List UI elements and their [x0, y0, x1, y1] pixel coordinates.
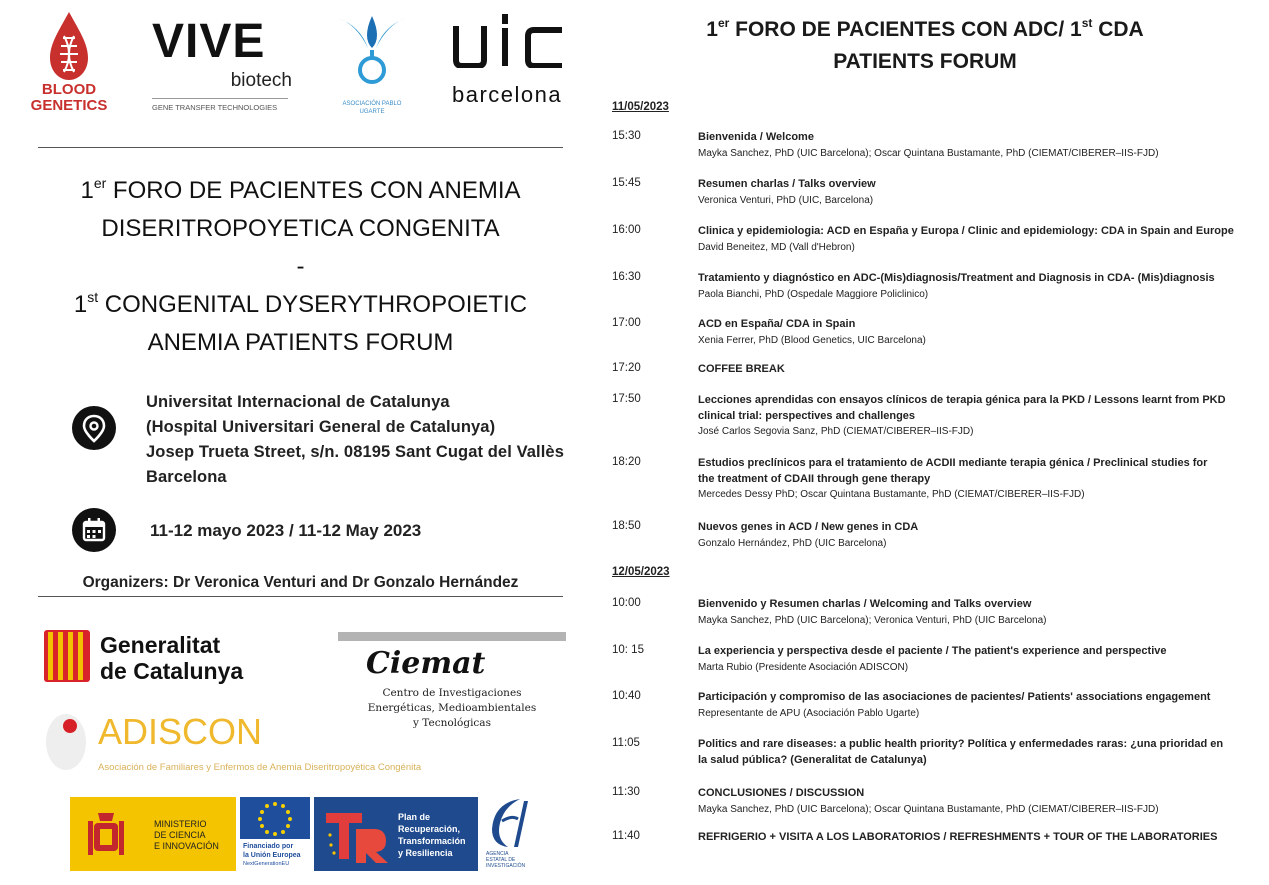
program-item-speaker: Mayka Sanchez, PhD (UIC Barcelona); Oscar Quintana Bustamante, PhD (CIEMAT/CIBERER–IIS-FJD): [698, 147, 1159, 159]
ciemat-sub-2: Energéticas, Medioambientales: [367, 702, 537, 714]
program-item-title-line: la salud pública? (Generalitat de Catalunya): [698, 753, 927, 766]
program-item-speaker: Mercedes Dessy PhD; Oscar Quintana Bustamante, PhD (CIEMAT/CIBERER–IIS-FJD): [698, 489, 1085, 500]
program-item: [612, 177, 1252, 217]
pablo-ugarte-logo: [332, 8, 412, 118]
eu-line-2: la Unión Europea: [243, 852, 301, 859]
location-pin-icon: [72, 406, 116, 450]
vive-tag: GENE TRANSFER TECHNOLOGIES: [152, 103, 278, 112]
blood-genetics-text-1: BLOOD: [41, 81, 97, 98]
program-item-title-line: Bienvenida / Welcome: [698, 131, 814, 143]
program-item: [612, 644, 1252, 684]
vive-sub: biotech: [230, 70, 292, 91]
program-item-time: 10:00: [612, 597, 641, 609]
program-item-time: 15:30: [612, 130, 641, 142]
program-item-time: 11:40: [612, 830, 640, 842]
program-item-title: [698, 597, 1248, 613]
program-item-speaker: David Beneitez, MD (Vall d'Hebron): [698, 241, 855, 253]
venue-line-2: (Hospital Universitari General de Catalunya): [146, 418, 496, 436]
program-item-title: [698, 690, 1248, 706]
program-item-title-line: REFRIGERIO + VISITA A LOS LABORATORIOS / REFRESHMENTS + TOUR OF THE LABORATORIES: [698, 831, 1218, 843]
program-item-title-line: Estudios preclínicos para el tratamiento de ACDII mediante terapia génica / Preclinical studies for: [698, 457, 1208, 469]
program-item: [612, 690, 1252, 730]
program-item-title-line: La experiencia y perspectiva desde el paciente / The patient's experience and perspective: [698, 645, 1167, 657]
program-item-title: [698, 362, 1248, 378]
pablo-ugarte-icon: [332, 8, 412, 98]
aei-icon: [484, 795, 540, 851]
program-item-title: [698, 224, 1248, 240]
eu-stars-icon: [240, 797, 310, 839]
plan-line-4: y Resiliencia: [398, 848, 453, 858]
plan-line-2: Recuperación,: [398, 824, 461, 834]
program-item-speaker: José Carlos Segovia Sanz, PhD (CIEMAT/CIBERER–IIS-FJD): [698, 426, 974, 437]
eu-logo: [240, 797, 310, 871]
program-item-title-line: Clinica y epidemiologia: ACD en España y Europa / Clinic and epidemiology: CDA in Spain and Europe: [698, 225, 1234, 237]
title-line-4: ANEMIA PATIENTS FORUM: [147, 329, 454, 356]
adiscon-drop-icon: [44, 708, 90, 772]
event-dates: 11-12 mayo 2023 / 11-12 May 2023: [150, 521, 422, 540]
program-item-title-line: Politics and rare diseases: a public health priority? Política y enfermedades raras: ¿una prioridad en: [698, 738, 1224, 750]
program-item-title-line: Nuevos genes in ACD / New genes in CDA: [698, 521, 919, 533]
program-item: [612, 737, 1252, 777]
blood-genetics-text-2: GENETICS: [30, 97, 108, 114]
program-item-title: [698, 830, 1248, 846]
program-item: [612, 271, 1252, 311]
ciemat-sub-3: y Tecnológicas: [413, 717, 491, 729]
blood-genetics-logo: [14, 8, 124, 118]
day-1-date: 11/05/2023: [612, 101, 669, 113]
program-item-title-line: CONCLUSIONES / DISCUSSION: [698, 787, 865, 799]
program-item-speaker: Representante de APU (Asociación Pablo Ugarte): [698, 707, 920, 719]
program-item-time: 17:50: [612, 393, 641, 405]
organizers: Organizers: Dr Veronica Venturi and Dr Gonzalo Hernández: [82, 574, 519, 591]
program-item-title: [698, 644, 1248, 660]
venue-line-1: Universitat Internacional de Catalunya: [146, 393, 450, 411]
program-item-time: 11:30: [612, 786, 640, 798]
program-item-time: 10:40: [612, 690, 641, 702]
generalitat-text-2: de Catalunya: [100, 658, 244, 684]
coat-of-arms-icon: [86, 809, 126, 859]
generalitat-text-1: Generalitat: [100, 632, 221, 658]
program-item: [612, 520, 1252, 560]
program-item-time: 10: 15: [612, 644, 644, 656]
program-item-title: [698, 737, 1248, 768]
aei-line-2: ESTATAL DE: [486, 857, 516, 863]
program-item-title: [698, 130, 1248, 146]
divider-top: [38, 147, 563, 148]
senyera-icon: [44, 630, 90, 682]
eu-line-1: Financiado por: [243, 843, 294, 850]
program-item: [612, 830, 1252, 870]
ministerio-line-3: E INNOVACIÓN: [154, 841, 219, 851]
program-item-title: [698, 317, 1248, 333]
program-item-title-line: clinical trial: perspectives and challenges: [698, 409, 916, 422]
uic-icon: [450, 8, 586, 68]
program-item-title: [698, 520, 1248, 536]
aei-logo: [484, 795, 540, 873]
program-item: [612, 597, 1252, 637]
aei-line-1: AGENCIA: [486, 851, 509, 857]
program-item-time: 15:45: [612, 177, 641, 189]
sponsor-logos-top: [14, 8, 584, 120]
title-separator: -: [296, 253, 305, 280]
program-item-title: [698, 393, 1248, 424]
ministerio-logo: [70, 797, 236, 871]
blood-drop-icon: [14, 8, 124, 88]
program-item-time: 16:30: [612, 271, 641, 283]
plan-tr-icon: [322, 805, 392, 865]
program-item: [612, 393, 1252, 437]
program-item-title: [698, 456, 1248, 487]
plan-line-1: Plan de: [398, 812, 431, 822]
program-item-title-line: ACD en España/ CDA in Spain: [698, 318, 856, 330]
program-item-title-line: Resumen charlas / Talks overview: [698, 178, 876, 190]
program-item-time: 17:20: [612, 362, 641, 374]
program-item-title: [698, 786, 1248, 802]
program-item-time: 17:00: [612, 317, 641, 329]
program-item-time: 16:00: [612, 224, 641, 236]
plan-line-3: Transformación: [398, 836, 466, 846]
eu-line-3: NextGenerationEU: [243, 861, 290, 867]
plan-recuperacion-logo: [314, 797, 478, 871]
program-item-title-line: the treatment of CDAII through gene therapy: [698, 472, 931, 485]
program-item-title: [698, 271, 1248, 287]
program-item-speaker: Xenia Ferrer, PhD (Blood Genetics, UIC Barcelona): [698, 334, 926, 346]
program-title-line-1: 1er FORO DE PACIENTES CON ADC/ 1st CDA: [706, 16, 1144, 41]
program-item: [612, 224, 1252, 264]
program-item-speaker: Mayka Sanchez, PhD (UIC Barcelona); Veronica Venturi, PhD (UIC Barcelona): [698, 614, 1047, 626]
uic-barcelona-logo: [450, 8, 586, 118]
left-panel: [0, 0, 600, 885]
program-item-speaker: Paola Bianchi, PhD (Ospedale Maggiore Policlinico): [698, 288, 929, 300]
ministerio-line-1: MINISTERIO: [154, 819, 207, 829]
forum-title: [38, 172, 563, 362]
title-line-3: 1st CONGENITAL DYSERYTHROPOIETIC: [73, 289, 528, 318]
ciemat-sub-1: Centro de Investigaciones: [382, 687, 522, 699]
pablo-ugarte-text: ASOCIACIÓN PABLO UGARTE: [342, 101, 402, 115]
program-item-speaker: Veronica Venturi, PhD (UIC, Barcelona): [698, 194, 874, 206]
vive-biotech-logo: [152, 8, 292, 118]
program-item: [612, 130, 1252, 170]
uic-sub: barcelona: [452, 82, 563, 107]
venue-address: [146, 390, 564, 490]
adiscon-logo: [44, 708, 494, 778]
aei-line-3: INVESTIGACIÓN: [486, 863, 526, 869]
program-item-speaker: Marta Rubio (Presidente Asociación ADISCON): [698, 661, 909, 673]
venue-line-4: Barcelona: [146, 468, 227, 486]
calendar-icon: [72, 508, 116, 552]
adiscon-name: ADISCON: [98, 711, 263, 752]
program-item: [612, 317, 1252, 357]
venue-line-3: Josep Trueta Street, s/n. 08195 Sant Cugat del Vallès: [146, 443, 564, 461]
program-item-title-line: Tratamiento y diagnóstico en ADC-(Mis)diagnosis/Treatment and Diagnosis in CDA- (Mis)diagnosis: [698, 272, 1215, 284]
program-item-speaker: Gonzalo Hernández, PhD (UIC Barcelona): [698, 537, 887, 549]
vive-name: VIVE: [152, 15, 266, 68]
program-item: [612, 786, 1252, 826]
program-item-speaker: Mayka Sanchez, PhD (UIC Barcelona); Oscar Quintana Bustamante, PhD (CIEMAT/CIBERER–IIS-FJD): [698, 803, 1159, 815]
program-item-title: [698, 177, 1248, 193]
program-item-title-line: Lecciones aprendidas con ensayos clínicos de terapia génica para la PKD / Lessons learnt from PKD: [698, 394, 1226, 406]
program-item: [612, 456, 1252, 500]
program-item-time: 18:20: [612, 456, 641, 468]
program-item-title-line: Participación y compromiso de las asociaciones de pacientes/ Patients' associations engagement: [698, 691, 1211, 703]
title-line-2: DISERITROPOYETICA CONGENITA: [101, 215, 500, 242]
ministerio-line-2: DE CIENCIA: [154, 830, 206, 840]
program-item-title-line: COFFEE BREAK: [698, 363, 785, 375]
adiscon-sub: Asociación de Familiares y Enfermos de Anemia Diseritropoyética Congénita: [98, 762, 422, 773]
generalitat-logo: [44, 630, 284, 686]
program-item-time: 18:50: [612, 520, 641, 532]
program-item-time: 11:05: [612, 737, 640, 749]
day-2-date: 12/05/2023: [612, 566, 670, 578]
title-line-1: 1er FORO DE PACIENTES CON ANEMIA: [80, 175, 521, 204]
divider-bottom: [38, 596, 563, 597]
program-title: [620, 14, 1230, 78]
ciemat-name: Ciemat: [366, 646, 486, 681]
program-item-title-line: Bienvenido y Resumen charlas / Welcoming and Talks overview: [698, 598, 1032, 610]
program-title-line-2: PATIENTS FORUM: [833, 50, 1017, 73]
